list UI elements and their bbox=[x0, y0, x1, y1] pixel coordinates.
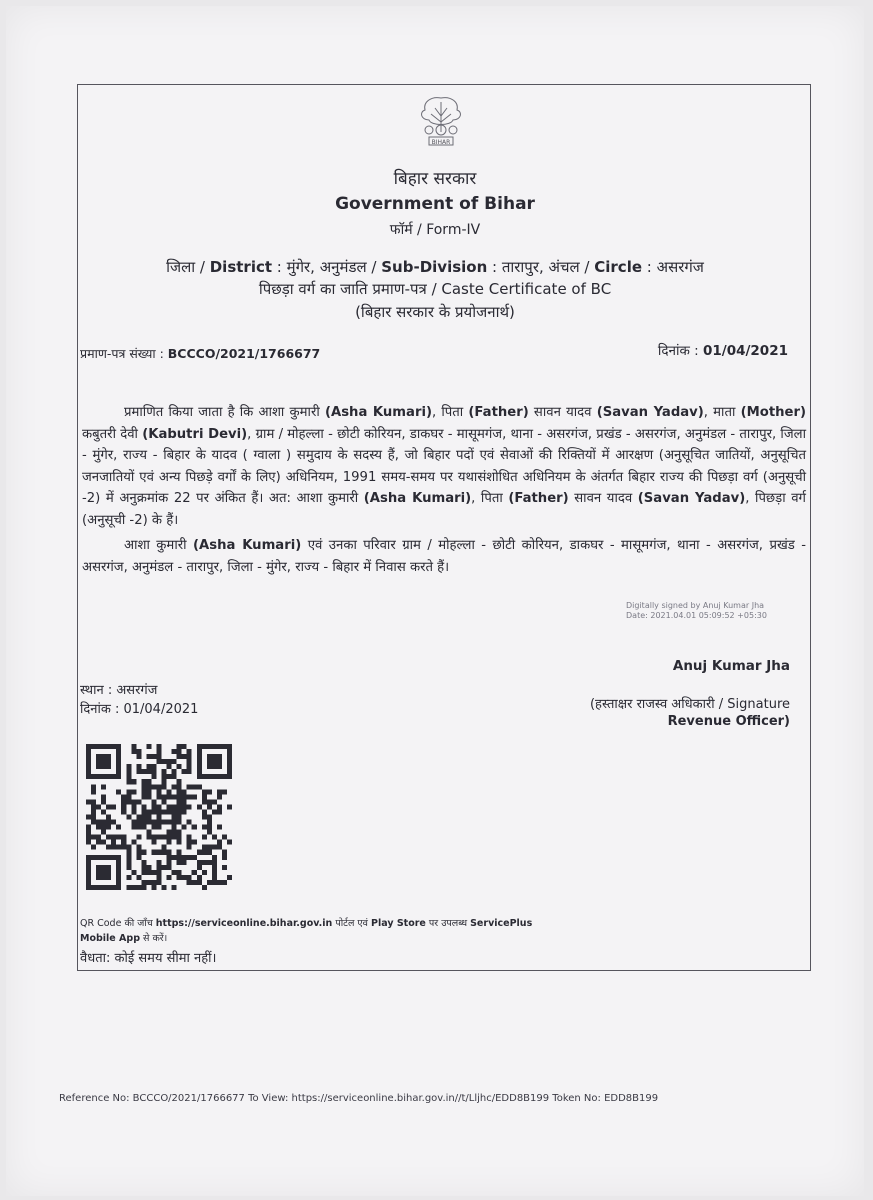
issue-date-value: 01/04/2021 bbox=[123, 702, 199, 717]
certification-paragraph bbox=[82, 402, 806, 531]
form-number: फॉर्म / Form-IV bbox=[389, 222, 481, 238]
qr-note-url[interactable]: https://serviceonline.bihar.gov.in bbox=[155, 918, 333, 929]
place-label: स्थान : bbox=[80, 683, 117, 698]
certificate-date bbox=[658, 341, 788, 359]
para1-father-label: (Father) bbox=[468, 405, 529, 420]
qr-note-c: पर उपलब्ध bbox=[425, 918, 471, 929]
signatory-name: Anuj Kumar Jha bbox=[672, 658, 790, 674]
header-english-title: Government of Bihar bbox=[335, 194, 535, 214]
para1-mother-label: (Mother) bbox=[740, 405, 806, 420]
para2-name: (Asha Kumari) bbox=[192, 538, 302, 553]
certificate-date-label: दिनांक : bbox=[657, 343, 703, 359]
para1-father: (Savan Yadav) bbox=[596, 405, 704, 420]
certificate-purpose: (बिहार सरकार के प्रयोजनार्थ) bbox=[355, 303, 515, 321]
emblem-text: BIHAR bbox=[431, 139, 451, 146]
para2-text-a: आशा कुमारी bbox=[124, 538, 193, 553]
signatory-designation-2: Revenue Officer) bbox=[667, 714, 790, 729]
para1-text-d: , माता bbox=[703, 405, 741, 420]
qr-note-a: QR Code की जाँच bbox=[80, 918, 156, 929]
para1-father-label-2: (Father) bbox=[508, 491, 569, 506]
qr-note-store: Play Store bbox=[370, 918, 426, 929]
circle-value: : असरगंज bbox=[642, 258, 704, 276]
qr-note-d: से करें। bbox=[140, 933, 168, 944]
validity-note: वैधता: कोई समय सीमा नहीं। bbox=[80, 951, 217, 966]
district-value: : मुंगेर, अनुमंडल / bbox=[272, 258, 382, 276]
place-value: असरगंज bbox=[116, 683, 158, 698]
digital-signature bbox=[626, 601, 767, 621]
para1-text-b: , पिता bbox=[432, 405, 469, 420]
issue-date bbox=[80, 699, 198, 717]
certificate-number-label: प्रमाण-पत्र संख्या : bbox=[80, 346, 168, 361]
certificate-number bbox=[80, 345, 320, 362]
issue-date-label: दिनांक : bbox=[80, 702, 124, 717]
place bbox=[80, 680, 157, 698]
caste-certificate-title: पिछड़ा वर्ग का जाति प्रमाण-पत्र / Caste Certificate of BC bbox=[258, 280, 612, 298]
digital-signature-line2: Date: 2021.04.01 05:09:52 +05:30 bbox=[626, 611, 767, 620]
bihar-emblem-icon bbox=[409, 90, 473, 150]
para2-text-b: एवं उनका परिवार ग्राम / मोहल्ला - छोटी कोरियन, डाकघर - मासूमगंज, थाना - असरगंज, प्रखंड - असरगंज, अनुमंडल - तारापुर, जिला - मुंगेर, राज्य - बिहार में निवास करते हैं। bbox=[82, 538, 806, 575]
circle-label: Circle bbox=[594, 258, 643, 276]
residence-paragraph bbox=[82, 535, 806, 578]
para1-text-c: सावन यादव bbox=[528, 405, 597, 420]
para1-text-g: , पिता bbox=[471, 491, 509, 506]
para1-text-f: , ग्राम / मोहल्ला - छोटी कोरियन, डाकघर - मासूमगंज, थाना - असरगंज, प्रखंड - असरगंज, अनुमंडल - तारापुर, जिला - मुंगेर, राज्य - बिहार के यादव ( ग्वाला ) समुदाय के सदस्य हैं, जो बिहार पदों एवं सेवाओं की रिक्तियों में आरक्षण (अनुसूचित जातियों, अनुसूचित जनजातियों एवं अन्य पिछड़े वर्गों के लिए) अधिनियम, 1991 समय-समय पर यथासंशोधित अधिनियम के अंतर्गत बिहार राज्य की पिछड़ा वर्ग (अनुसूची -2) में अनुक्रमांक 22 पर अंकित हैं। अत: आशा कुमारी bbox=[82, 426, 806, 506]
reference-footer: Reference No: BCCCO/2021/1766677 To View: https://serviceonline.bihar.gov.in//t/Lljhc/EDD8B199 Token No: EDD8B199 bbox=[59, 1093, 659, 1104]
district-prefix: जिला / bbox=[166, 258, 210, 276]
district-label: District bbox=[209, 258, 273, 276]
qr-note-b: पोर्टल एवं bbox=[332, 918, 371, 929]
qr-note-app: ServicePlus Mobile App bbox=[80, 918, 533, 944]
para1-mother: (Kabutri Devi) bbox=[142, 426, 248, 442]
certificate-number-value: BCCCO/2021/1766677 bbox=[167, 346, 321, 361]
qr-code-icon[interactable] bbox=[86, 744, 232, 890]
para1-text-e: कबुतरी देवी bbox=[82, 426, 143, 442]
para1-text-i: , पिछड़ा वर्ग (अनुसूची -2) के हैं। bbox=[82, 491, 806, 528]
qr-verification-note bbox=[80, 916, 550, 946]
para1-father-2: (Savan Yadav) bbox=[637, 491, 746, 506]
digital-signature-line1: Digitally signed by Anuj Kumar Jha bbox=[626, 601, 765, 610]
para1-text-a: प्रमाणित किया जाता है कि आशा कुमारी bbox=[124, 405, 325, 420]
para1-text-h: सावन यादव bbox=[568, 491, 638, 506]
header-hindi-title: बिहार सरकार bbox=[393, 169, 477, 189]
para1-name-2: (Asha Kumari) bbox=[363, 491, 472, 506]
signatory-designation-1: (हस्ताक्षर राजस्व अधिकारी / Signature bbox=[589, 697, 790, 712]
certificate-page bbox=[6, 6, 864, 1196]
subdivision-value: : तारापुर, अंचल / bbox=[487, 258, 595, 276]
certificate-date-value: 01/04/2021 bbox=[702, 343, 788, 359]
district-line bbox=[6, 257, 864, 277]
subdivision-label: Sub-Division bbox=[381, 258, 488, 276]
para1-name: (Asha Kumari) bbox=[324, 405, 432, 420]
